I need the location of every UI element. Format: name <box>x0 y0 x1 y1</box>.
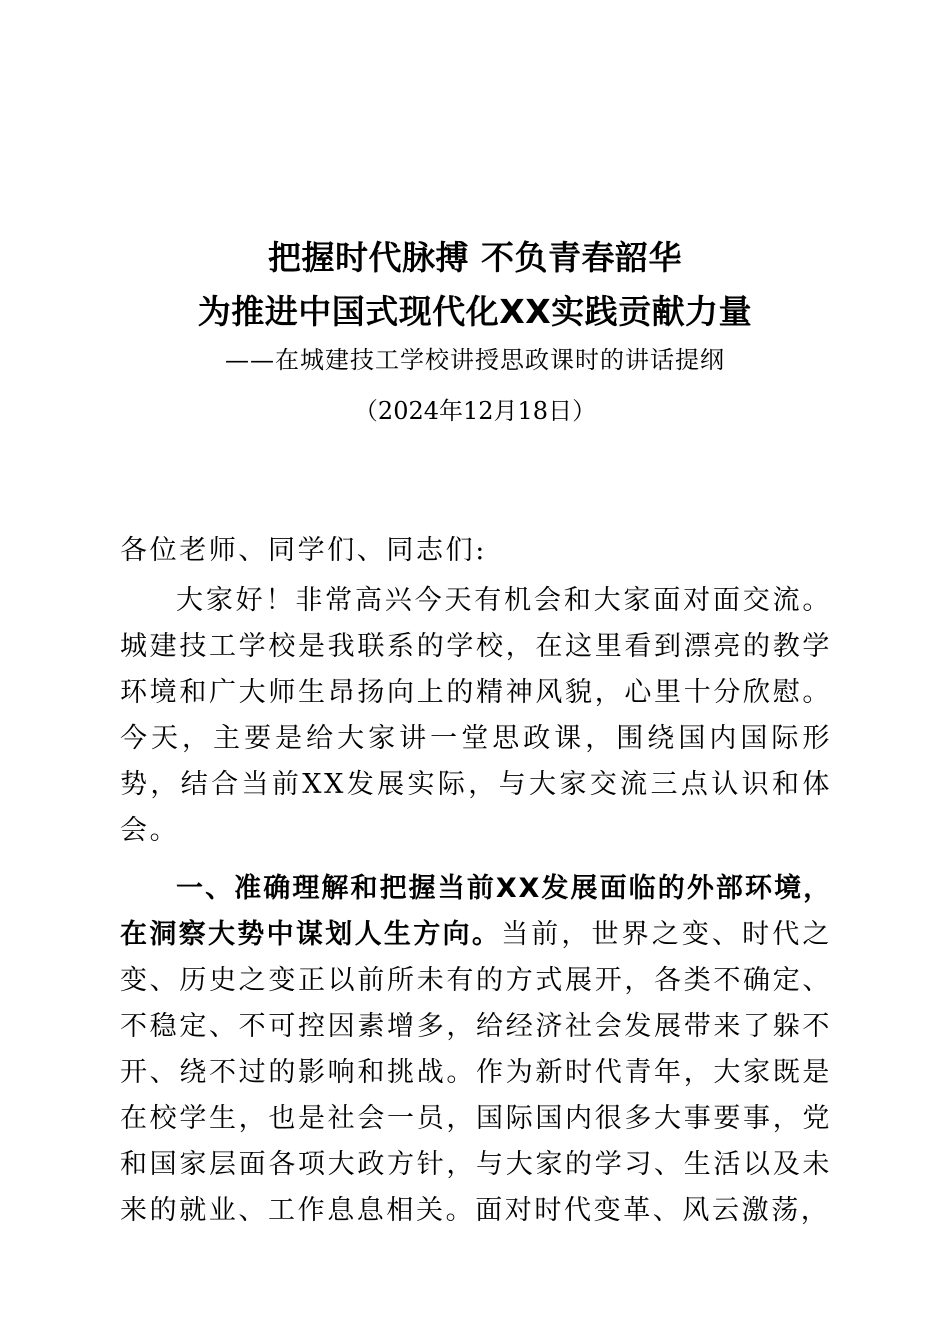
paragraph-section-one <box>120 866 832 1234</box>
subtitle: ——在城建技工学校讲授思政课时的讲话提纲 <box>225 346 725 374</box>
salutation: 各位老师、同学们、同志们: <box>120 535 487 566</box>
title-line-2: 为推进中国式现代化XX实践贡献力量 <box>197 292 753 331</box>
speech-date: （2024年12月18日） <box>353 397 597 425</box>
title-line-1: 把握时代脉搏 不负青春韶华 <box>268 238 682 277</box>
section-one-body: 当前，世界之变、时代之变、历史之变正以前所未有的方式展开，各类不确定、不稳定、不可控因素增多，给经济社会发展带来了躲不开、绕不过的影响和挑战。作为新时代青年，大家既是在校学生，也是社会一员，国际国内很多大事要事，党和国家层面各项大政方针，与大家的学习、生活以及未来的就业、工作息息相关。面对时代变革、风云激荡， <box>120 919 832 1226</box>
section-one-heading: 一、准确理解和把握当前XX发展面临的外部环境，在洞察大势中谋划人生方向。 <box>120 873 832 950</box>
document-body <box>120 528 832 1234</box>
paragraph-intro: 大家好！非常高兴今天有机会和大家面对面交流。城建技工学校是我联系的学校，在这里看到漂亮的教学环境和广大师生昂扬向上的精神风貌，心里十分欣慰。今天，主要是给大家讲一堂思政课，围绕国内国际形势，结合当前XX发展实际，与大家交流三点认识和体会。 <box>120 585 832 846</box>
